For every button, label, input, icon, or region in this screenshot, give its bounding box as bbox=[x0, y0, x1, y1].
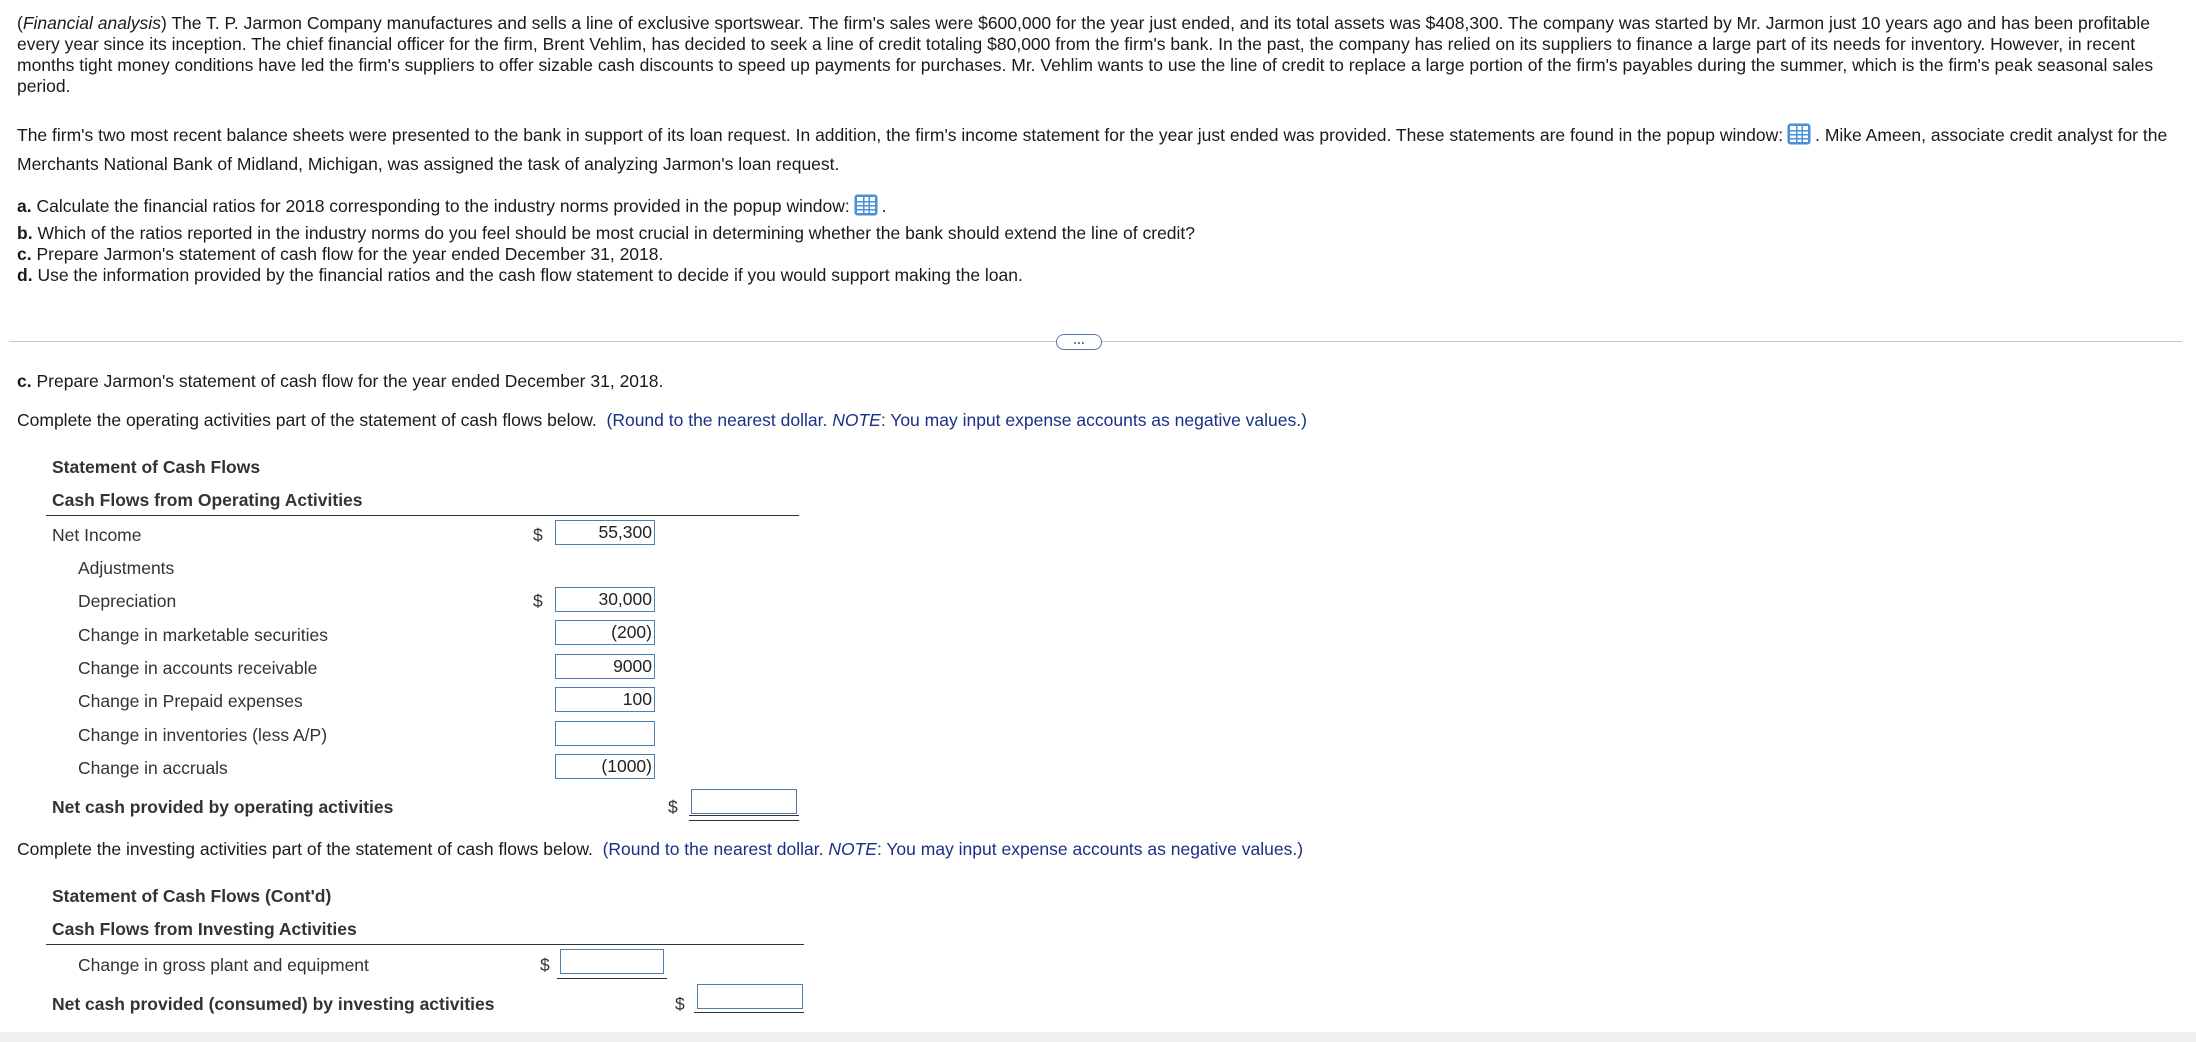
more-options-button[interactable]: … bbox=[1056, 334, 1102, 350]
table-popup-icon[interactable] bbox=[1787, 123, 1811, 145]
inventories-label: Change in inventories (less A/P) bbox=[78, 725, 328, 745]
accounts-receivable-label: Change in accounts receivable bbox=[78, 658, 318, 678]
marketable-securities-label: Change in marketable securities bbox=[78, 625, 328, 645]
bottom-bar bbox=[0, 1032, 2196, 1042]
question-c: c. Prepare Jarmon's statement of cash flow for the year ended December 31, 2018. bbox=[17, 244, 664, 264]
investing-instruction: Complete the investing activities part of the statement of cash flows below. (Round to the nearest dollar. NOTE: You may input expense accounts as negative values.) bbox=[17, 839, 1304, 859]
norms-popup-icon[interactable] bbox=[854, 194, 878, 216]
operating-instruction: Complete the operating activities part of the statement of cash flows below. (Round to the nearest dollar. NOTE: You may input expense accounts as negative values.) bbox=[17, 410, 1307, 430]
net-investing-input[interactable] bbox=[697, 984, 803, 1009]
depreciation-label: Depreciation bbox=[78, 591, 177, 611]
gross-plant-dollar: $ bbox=[540, 955, 550, 975]
problem-intro: (Financial analysis) The T. P. Jarmon Company manufactures and sells a line of exclusive sportswear. The firm's sales were $600,000 for the year just ended, and its total assets was $408,300. The company was started by Mr. Jarmon just 10 years ago and has been profitable every year since its inception. The chief financial officer for the firm, Brent Vehlim, has decided to seek a line of credit totaling $80,000 from the firm's bank. In the past, the company has relied on its suppliers to finance a large part of its needs for inventory. However, in recent months tight money conditions have led the firm's suppliers to offer sizable cash discounts to speed up payments for purchases. Mr. Vehlim wants to use the line of credit to replace a large portion of the firm's payables during the summer, which is the firm's peak seasonal sales period. bbox=[17, 13, 2154, 96]
net-income-input[interactable] bbox=[555, 520, 655, 545]
rounding-note-2: (Round to the nearest dollar. NOTE: You may input expense accounts as negative values.) bbox=[602, 839, 1304, 859]
prepaid-expenses-label: Change in Prepaid expenses bbox=[78, 691, 303, 711]
gross-plant-input[interactable] bbox=[560, 949, 664, 974]
gross-plant-label: Change in gross plant and equipment bbox=[78, 955, 369, 975]
accounts-receivable-input[interactable] bbox=[555, 654, 655, 679]
part-c-heading: c. Prepare Jarmon's statement of cash flow for the year ended December 31, 2018. bbox=[17, 371, 664, 391]
prepaid-expenses-input[interactable] bbox=[555, 687, 655, 712]
net-operating-label: Net cash provided by operating activities bbox=[52, 797, 394, 817]
net-operating-double-rule bbox=[689, 815, 799, 821]
intro-label: Financial analysis bbox=[22, 13, 161, 33]
net-investing-rule bbox=[694, 1012, 804, 1013]
accruals-label: Change in accruals bbox=[78, 758, 228, 778]
gross-plant-rule bbox=[557, 978, 667, 979]
inventories-input[interactable] bbox=[555, 721, 655, 746]
questions-bcd bbox=[17, 223, 1195, 286]
net-investing-label: Net cash provided (consumed) by investing activities bbox=[52, 994, 495, 1014]
net-operating-input[interactable] bbox=[691, 789, 797, 814]
question-d: d. Use the information provided by the financial ratios and the cash flow statement to decide if you would support making the loan. bbox=[17, 265, 1023, 285]
operating-statement-title: Statement of Cash Flows bbox=[52, 457, 261, 477]
operating-header-rule bbox=[46, 515, 799, 516]
depreciation-dollar: $ bbox=[533, 591, 543, 611]
investing-section-title: Cash Flows from Investing Activities bbox=[52, 919, 357, 939]
question-a: a. Calculate the financial ratios for 2018 corresponding to the industry norms provided in the popup window: . bbox=[17, 196, 887, 216]
net-income-dollar: $ bbox=[533, 525, 543, 545]
adjustments-label: Adjustments bbox=[78, 558, 175, 578]
problem-paragraph-2 bbox=[17, 121, 2182, 179]
depreciation-input[interactable] bbox=[555, 587, 655, 612]
accruals-input[interactable] bbox=[555, 754, 655, 779]
net-investing-dollar: $ bbox=[675, 994, 685, 1014]
net-operating-dollar: $ bbox=[668, 797, 678, 817]
para2-after: . Mike Ameen, associate credit analyst for the Merchants National Bank of Midland, Michigan, was assigned the task of analyzing Jarmon's loan request. bbox=[17, 125, 2168, 174]
marketable-securities-input[interactable] bbox=[555, 620, 655, 645]
net-income-label: Net Income bbox=[52, 525, 142, 545]
operating-section-title: Cash Flows from Operating Activities bbox=[52, 490, 363, 510]
question-b: b. Which of the ratios reported in the industry norms do you feel should be most crucial in determining whether the bank should extend the line of credit? bbox=[17, 223, 1196, 243]
rounding-note: (Round to the nearest dollar. NOTE: You may input expense accounts as negative values.) bbox=[606, 410, 1307, 430]
intro-text: ) The T. P. Jarmon Company manufactures and sells a line of exclusive sportswear. The firm's sales were $600,000 for the year just ended, and its total assets was $408,300. The company was started by Mr. Jarmon just 10 years ago and has been profitable every year since its inception. The chief financial officer for the firm, Brent Vehlim, has decided to seek a line of credit totaling $80,000 from the firm's bank. In the past, the company has relied on its suppliers to finance a large part of its needs for inventory. However, in recent months tight money conditions have led the firm's suppliers to offer sizable cash discounts to speed up payments for purchases. Mr. Vehlim wants to use the line of credit to replace a large portion of the firm's payables during the summer, which is the firm's peak seasonal sales period. bbox=[17, 13, 2154, 96]
investing-header-rule bbox=[46, 944, 804, 945]
investing-statement-title: Statement of Cash Flows (Cont'd) bbox=[52, 886, 332, 906]
para2-before: The firm's two most recent balance sheets were presented to the bank in support of its loan request. In addition, the firm's income statement for the year just ended was provided. These statements are found in the popup window: bbox=[17, 125, 1784, 145]
